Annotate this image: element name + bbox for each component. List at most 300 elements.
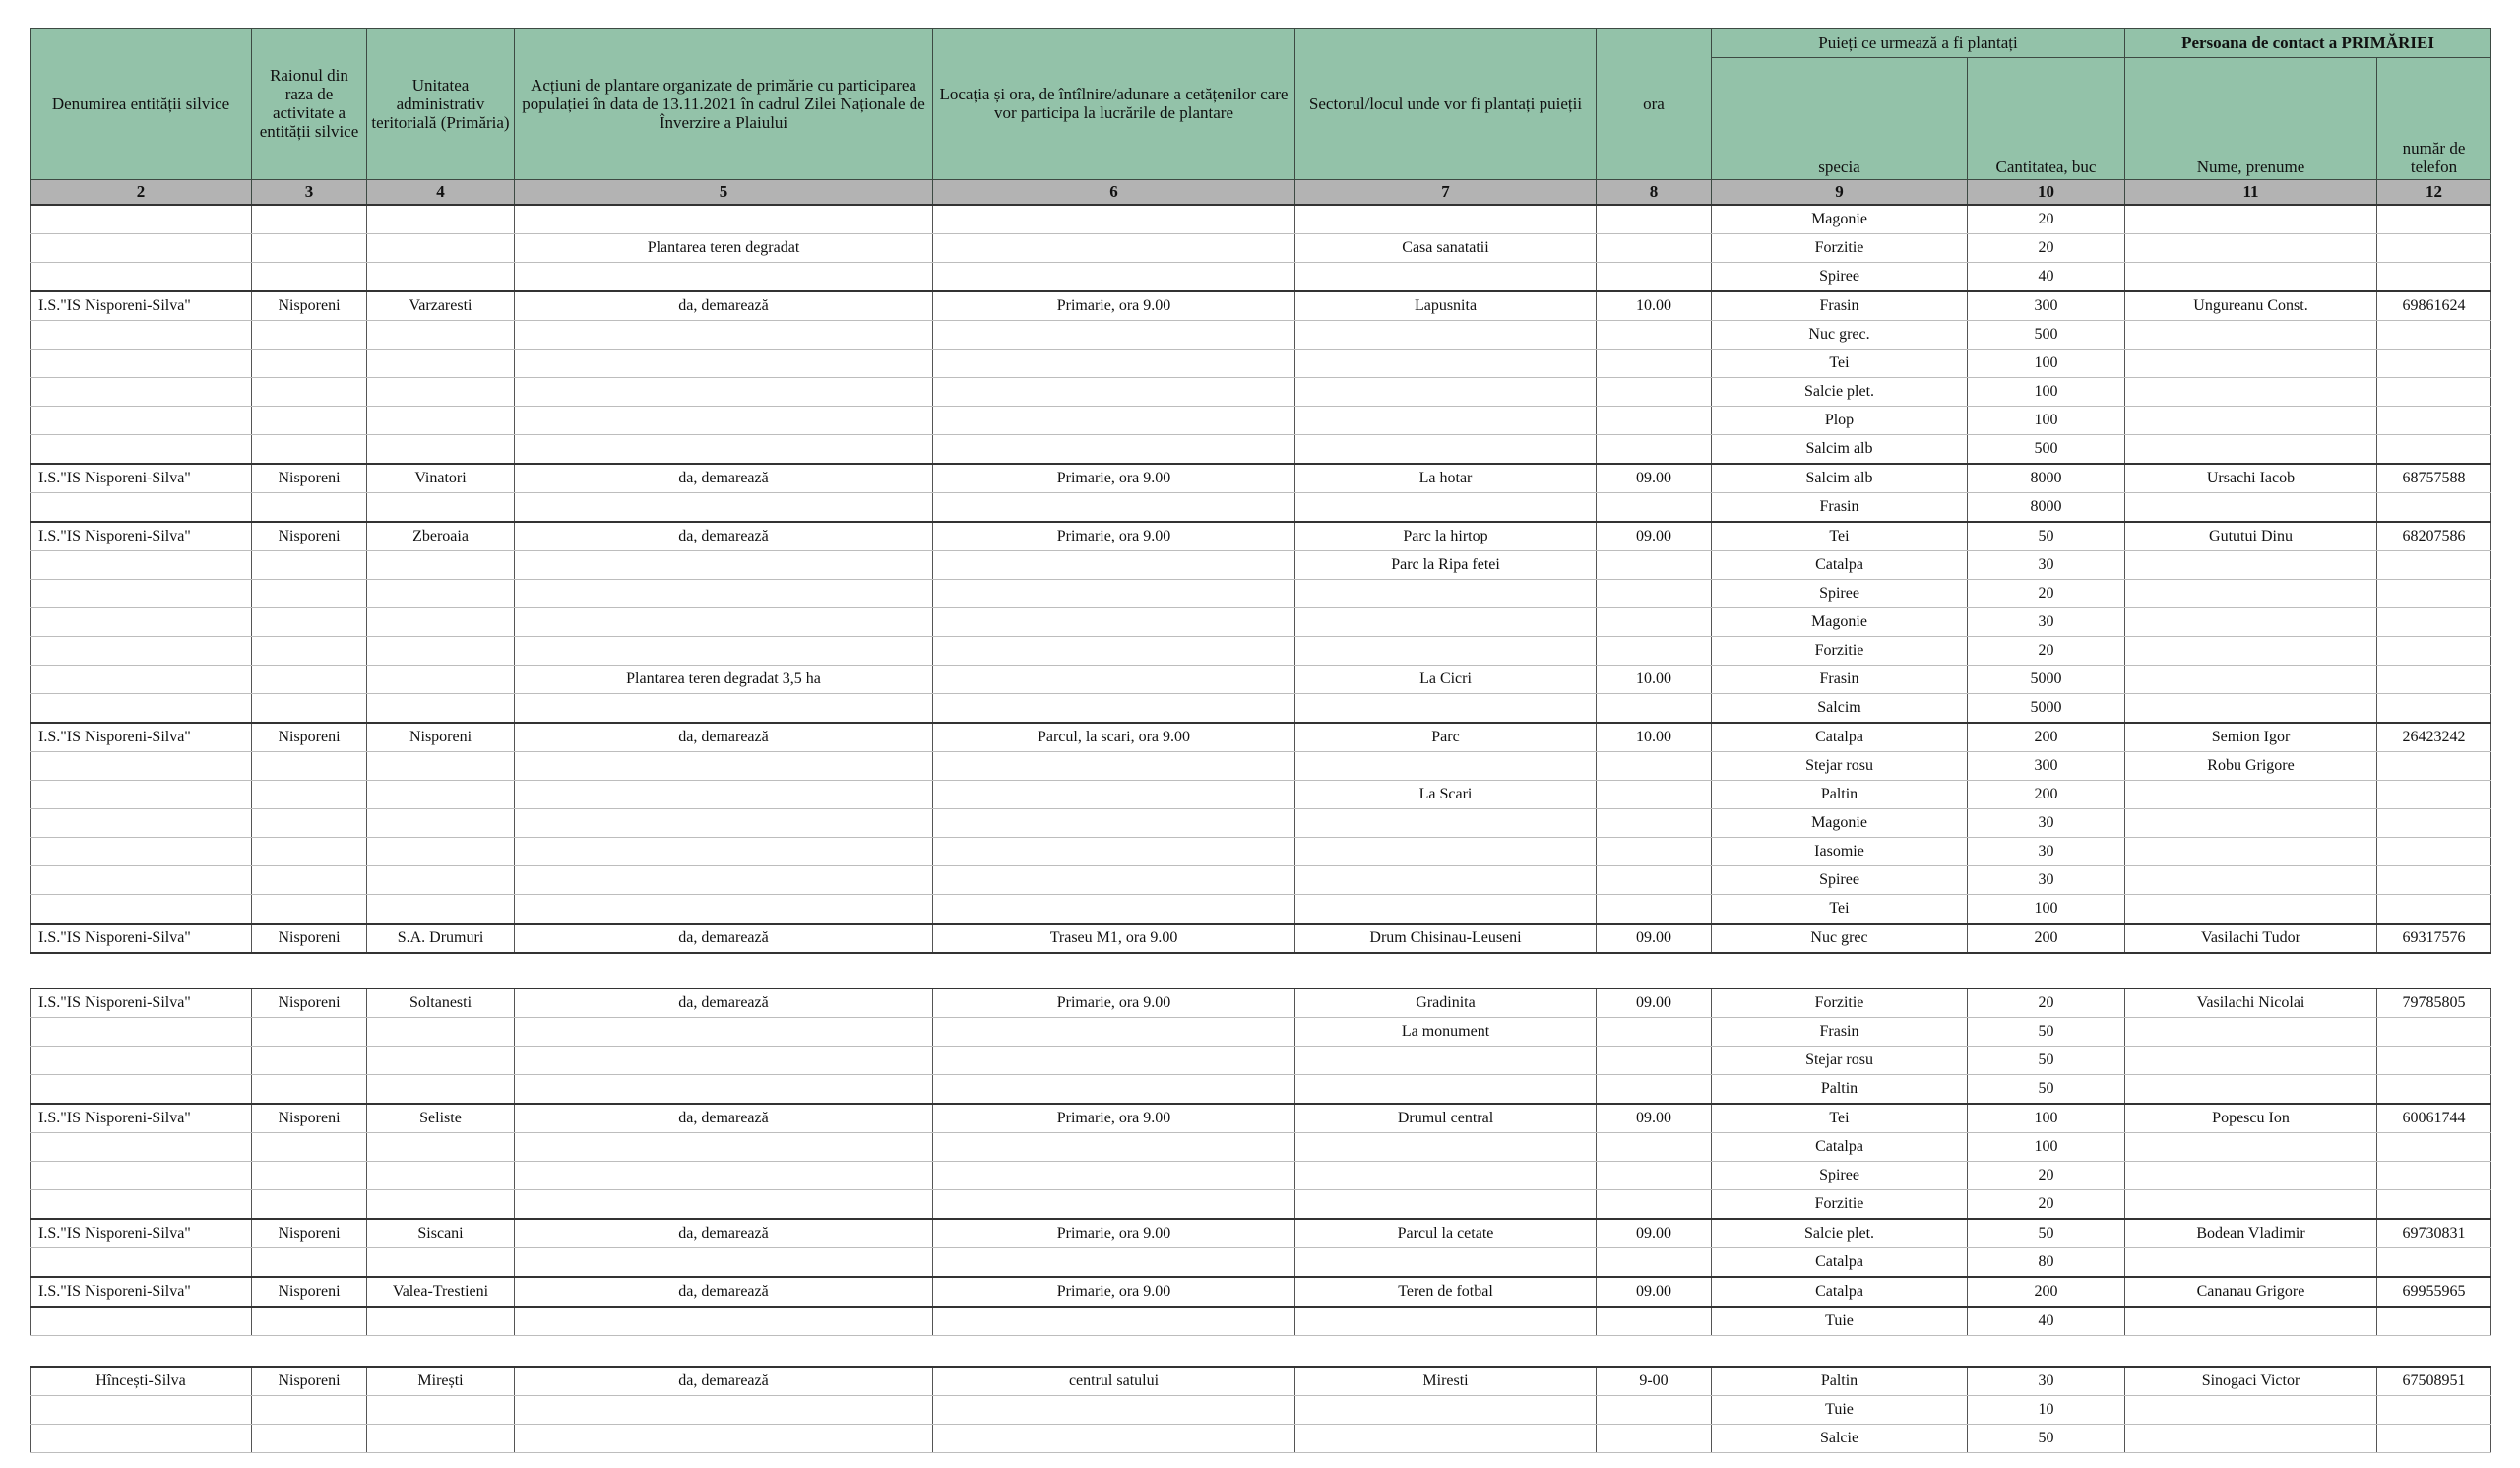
cell-nume: [2125, 838, 2377, 866]
cell-specia: Frasin: [1712, 1018, 1968, 1047]
row-spacer: [31, 953, 2491, 989]
cell-locatie: [933, 637, 1295, 666]
header-nume: Nume, prenume: [2125, 58, 2377, 180]
table-row: [31, 694, 2491, 724]
cell-entitate: [31, 435, 252, 465]
cell-specia: Tei: [1712, 895, 1968, 925]
table-row: [31, 234, 2491, 263]
cell-ora: [1597, 809, 1712, 838]
cell-ora: [1597, 1425, 1712, 1453]
cell-ora: [1597, 407, 1712, 435]
cell-nume: Vasilachi Nicolai: [2125, 989, 2377, 1018]
cell-raion: [252, 866, 367, 895]
cell-primaria: Mirești: [367, 1367, 515, 1396]
cell-raion: [252, 580, 367, 608]
cell-entitate: I.S."IS Nisporeni-Silva": [31, 1277, 252, 1307]
cell-nume: Sinogaci Victor: [2125, 1367, 2377, 1396]
cell-telefon: 67508951: [2377, 1367, 2491, 1396]
cell-sector: [1295, 1425, 1597, 1453]
cell-primaria: [367, 1425, 515, 1453]
cell-locatie: Primarie, ora 9.00: [933, 522, 1295, 551]
cell-specia: Catalpa: [1712, 1133, 1968, 1162]
cell-telefon: [2377, 1075, 2491, 1105]
cell-ora: 09.00: [1597, 989, 1712, 1018]
table-row: [31, 205, 2491, 234]
cell-telefon: [2377, 1162, 2491, 1190]
cell-specia: Tei: [1712, 1104, 1968, 1133]
cell-entitate: [31, 694, 252, 724]
cell-telefon: [2377, 608, 2491, 637]
cell-cantitatea: 30: [1968, 838, 2125, 866]
cell-cantitatea: 50: [1968, 1018, 2125, 1047]
cell-cantitatea: 10: [1968, 1396, 2125, 1425]
cell-cantitatea: 50: [1968, 1425, 2125, 1453]
cell-raion: [252, 350, 367, 378]
cell-actiune: [515, 1307, 933, 1336]
cell-specia: Tuie: [1712, 1396, 1968, 1425]
cell-actiune: [515, 321, 933, 350]
cell-sector: La monument: [1295, 1018, 1597, 1047]
column-number: 6: [933, 180, 1295, 206]
cell-cantitatea: 20: [1968, 989, 2125, 1018]
cell-telefon: [2377, 752, 2491, 781]
cell-actiune: [515, 838, 933, 866]
table-row: [31, 809, 2491, 838]
cell-nume: [2125, 1307, 2377, 1336]
cell-actiune: [515, 1047, 933, 1075]
cell-sector: [1295, 1133, 1597, 1162]
cell-raion: Nisporeni: [252, 522, 367, 551]
cell-raion: [252, 895, 367, 925]
cell-sector: [1295, 1248, 1597, 1278]
cell-nume: Ungureanu Const.: [2125, 291, 2377, 321]
cell-actiune: [515, 350, 933, 378]
cell-ora: 09.00: [1597, 924, 1712, 953]
cell-raion: [252, 321, 367, 350]
cell-locatie: [933, 493, 1295, 523]
cell-ora: [1597, 838, 1712, 866]
cell-ora: [1597, 493, 1712, 523]
cell-telefon: 68207586: [2377, 522, 2491, 551]
cell-sector: Casa sanatatii: [1295, 234, 1597, 263]
cell-raion: [252, 205, 367, 234]
cell-ora: 09.00: [1597, 464, 1712, 493]
cell-primaria: [367, 580, 515, 608]
cell-actiune: [515, 378, 933, 407]
cell-locatie: centrul satului: [933, 1367, 1295, 1396]
cell-ora: [1597, 895, 1712, 925]
cell-cantitatea: 100: [1968, 350, 2125, 378]
cell-specia: Catalpa: [1712, 723, 1968, 752]
table-row: [31, 464, 2491, 493]
cell-entitate: [31, 1248, 252, 1278]
cell-specia: Salcie: [1712, 1425, 1968, 1453]
header-cantitatea: Cantitatea, buc: [1968, 58, 2125, 180]
table-row: [31, 350, 2491, 378]
cell-telefon: 69955965: [2377, 1277, 2491, 1307]
cell-nume: Gututui Dinu: [2125, 522, 2377, 551]
cell-specia: Forzitie: [1712, 989, 1968, 1018]
cell-entitate: [31, 895, 252, 925]
table-row: [31, 1425, 2491, 1453]
table-row: [31, 1219, 2491, 1248]
cell-nume: [2125, 1190, 2377, 1220]
cell-raion: [252, 809, 367, 838]
cell-telefon: [2377, 1396, 2491, 1425]
cell-raion: [252, 493, 367, 523]
cell-entitate: I.S."IS Nisporeni-Silva": [31, 291, 252, 321]
table-row: [31, 378, 2491, 407]
cell-nume: [2125, 1396, 2377, 1425]
cell-nume: [2125, 608, 2377, 637]
cell-nume: Robu Grigore: [2125, 752, 2377, 781]
cell-sector: [1295, 752, 1597, 781]
cell-locatie: [933, 1018, 1295, 1047]
cell-cantitatea: 200: [1968, 924, 2125, 953]
column-number: 4: [367, 180, 515, 206]
cell-actiune: [515, 1133, 933, 1162]
cell-raion: [252, 1047, 367, 1075]
cell-telefon: [2377, 1190, 2491, 1220]
cell-ora: [1597, 321, 1712, 350]
cell-sector: Gradinita: [1295, 989, 1597, 1018]
cell-sector: [1295, 350, 1597, 378]
cell-specia: Iasomie: [1712, 838, 1968, 866]
cell-cantitatea: 30: [1968, 551, 2125, 580]
table-row: [31, 989, 2491, 1018]
cell-telefon: 26423242: [2377, 723, 2491, 752]
cell-raion: [252, 435, 367, 465]
cell-specia: Magonie: [1712, 205, 1968, 234]
cell-entitate: [31, 1425, 252, 1453]
cell-ora: [1597, 637, 1712, 666]
column-number: 11: [2125, 180, 2377, 206]
cell-entitate: [31, 752, 252, 781]
cell-raion: Nisporeni: [252, 989, 367, 1018]
cell-ora: [1597, 551, 1712, 580]
cell-nume: Semion Igor: [2125, 723, 2377, 752]
cell-entitate: [31, 666, 252, 694]
cell-locatie: [933, 1396, 1295, 1425]
cell-telefon: [2377, 321, 2491, 350]
cell-raion: [252, 263, 367, 292]
cell-sector: [1295, 263, 1597, 292]
table-row: [31, 666, 2491, 694]
table-row: [31, 435, 2491, 465]
cell-actiune: [515, 752, 933, 781]
cell-raion: Nisporeni: [252, 1277, 367, 1307]
cell-cantitatea: 500: [1968, 435, 2125, 465]
cell-entitate: I.S."IS Nisporeni-Silva": [31, 464, 252, 493]
cell-entitate: [31, 234, 252, 263]
cell-actiune: da, demarează: [515, 989, 933, 1018]
cell-actiune: [515, 809, 933, 838]
cell-cantitatea: 40: [1968, 263, 2125, 292]
header-specia: specia: [1712, 58, 1968, 180]
cell-cantitatea: 300: [1968, 291, 2125, 321]
cell-specia: Salcim alb: [1712, 464, 1968, 493]
cell-specia: Salcim alb: [1712, 435, 1968, 465]
column-number: 10: [1968, 180, 2125, 206]
cell-ora: [1597, 435, 1712, 465]
table-row: [31, 263, 2491, 292]
cell-raion: [252, 1075, 367, 1105]
cell-raion: [252, 1425, 367, 1453]
header-entitate: Denumirea entității silvice: [31, 29, 252, 180]
cell-raion: [252, 1307, 367, 1336]
cell-specia: Stejar rosu: [1712, 1047, 1968, 1075]
column-number: 9: [1712, 180, 1968, 206]
table-row: [31, 1248, 2491, 1278]
cell-actiune: [515, 781, 933, 809]
cell-primaria: [367, 205, 515, 234]
cell-locatie: [933, 895, 1295, 925]
cell-nume: [2125, 407, 2377, 435]
cell-locatie: Primarie, ora 9.00: [933, 464, 1295, 493]
cell-actiune: [515, 1190, 933, 1220]
row-spacer: [31, 1336, 2491, 1368]
cell-primaria: [367, 263, 515, 292]
cell-raion: Nisporeni: [252, 1104, 367, 1133]
cell-actiune: da, demarează: [515, 1104, 933, 1133]
cell-ora: [1597, 1047, 1712, 1075]
cell-ora: 9-00: [1597, 1367, 1712, 1396]
cell-locatie: Primarie, ora 9.00: [933, 1219, 1295, 1248]
cell-locatie: [933, 407, 1295, 435]
cell-primaria: [367, 838, 515, 866]
cell-raion: [252, 1018, 367, 1047]
cell-locatie: [933, 1133, 1295, 1162]
cell-specia: Spiree: [1712, 580, 1968, 608]
cell-sector: [1295, 866, 1597, 895]
cell-nume: [2125, 694, 2377, 724]
cell-ora: [1597, 350, 1712, 378]
cell-telefon: [2377, 781, 2491, 809]
cell-cantitatea: 50: [1968, 1219, 2125, 1248]
cell-entitate: I.S."IS Nisporeni-Silva": [31, 989, 252, 1018]
cell-actiune: da, demarează: [515, 464, 933, 493]
cell-primaria: [367, 1133, 515, 1162]
cell-locatie: Primarie, ora 9.00: [933, 1277, 1295, 1307]
cell-cantitatea: 8000: [1968, 464, 2125, 493]
cell-sector: Miresti: [1295, 1367, 1597, 1396]
column-number: 3: [252, 180, 367, 206]
cell-ora: 09.00: [1597, 1104, 1712, 1133]
cell-specia: Magonie: [1712, 809, 1968, 838]
header-group-contact: Persoana de contact a PRIMĂRIEI: [2125, 29, 2491, 58]
table-row: [31, 1307, 2491, 1336]
cell-actiune: [515, 580, 933, 608]
table-row: [31, 493, 2491, 523]
cell-cantitatea: 50: [1968, 1075, 2125, 1105]
cell-cantitatea: 30: [1968, 608, 2125, 637]
cell-entitate: [31, 378, 252, 407]
cell-actiune: [515, 407, 933, 435]
table-row: [31, 924, 2491, 953]
header-locatia: Locația și ora, de întîlnire/adunare a cetățenilor care vor participa la lucrările de plantare: [933, 29, 1295, 180]
table-row: [31, 321, 2491, 350]
cell-specia: Spiree: [1712, 263, 1968, 292]
cell-specia: Plop: [1712, 407, 1968, 435]
table-row: [31, 1396, 2491, 1425]
cell-telefon: 79785805: [2377, 989, 2491, 1018]
cell-entitate: [31, 866, 252, 895]
cell-ora: 10.00: [1597, 666, 1712, 694]
cell-entitate: [31, 321, 252, 350]
cell-cantitatea: 50: [1968, 522, 2125, 551]
cell-sector: [1295, 1190, 1597, 1220]
cell-specia: Tuie: [1712, 1307, 1968, 1336]
table-row: [31, 637, 2491, 666]
cell-primaria: [367, 493, 515, 523]
table-row: [31, 608, 2491, 637]
column-number: 7: [1295, 180, 1597, 206]
cell-telefon: [2377, 895, 2491, 925]
cell-primaria: [367, 551, 515, 580]
cell-specia: Salcie plet.: [1712, 378, 1968, 407]
cell-locatie: [933, 321, 1295, 350]
cell-entitate: I.S."IS Nisporeni-Silva": [31, 924, 252, 953]
cell-ora: 09.00: [1597, 1219, 1712, 1248]
cell-sector: Parc la hirtop: [1295, 522, 1597, 551]
cell-actiune: [515, 493, 933, 523]
cell-primaria: [367, 1047, 515, 1075]
cell-specia: Catalpa: [1712, 1277, 1968, 1307]
cell-primaria: Zberoaia: [367, 522, 515, 551]
cell-sector: [1295, 435, 1597, 465]
cell-nume: Cananau Grigore: [2125, 1277, 2377, 1307]
cell-sector: Teren de fotbal: [1295, 1277, 1597, 1307]
cell-sector: Parcul la cetate: [1295, 1219, 1597, 1248]
cell-raion: [252, 1396, 367, 1425]
cell-entitate: [31, 637, 252, 666]
cell-nume: [2125, 1075, 2377, 1105]
table-row: [31, 291, 2491, 321]
table-row: [31, 953, 2491, 989]
cell-specia: Catalpa: [1712, 1248, 1968, 1278]
cell-cantitatea: 100: [1968, 407, 2125, 435]
cell-ora: [1597, 1133, 1712, 1162]
cell-ora: [1597, 1018, 1712, 1047]
cell-locatie: [933, 1307, 1295, 1336]
cell-specia: Spiree: [1712, 866, 1968, 895]
cell-cantitatea: 200: [1968, 1277, 2125, 1307]
cell-nume: [2125, 895, 2377, 925]
cell-entitate: [31, 809, 252, 838]
cell-nume: [2125, 1047, 2377, 1075]
cell-entitate: [31, 1162, 252, 1190]
cell-specia: Forzitie: [1712, 1190, 1968, 1220]
cell-primaria: [367, 752, 515, 781]
table-row: [31, 838, 2491, 866]
cell-cantitatea: 40: [1968, 1307, 2125, 1336]
cell-primaria: [367, 666, 515, 694]
cell-locatie: [933, 435, 1295, 465]
table-row: [31, 752, 2491, 781]
cell-telefon: [2377, 809, 2491, 838]
cell-actiune: da, demarează: [515, 723, 933, 752]
cell-ora: [1597, 1075, 1712, 1105]
cell-telefon: 69317576: [2377, 924, 2491, 953]
cell-ora: [1597, 781, 1712, 809]
cell-telefon: [2377, 1307, 2491, 1336]
cell-entitate: Hîncești-Silva: [31, 1367, 252, 1396]
cell-locatie: [933, 1425, 1295, 1453]
header-group-puieti: Puieți ce urmează a fi plantați: [1712, 29, 2125, 58]
cell-locatie: Primarie, ora 9.00: [933, 989, 1295, 1018]
table-row: [31, 551, 2491, 580]
cell-cantitatea: 200: [1968, 723, 2125, 752]
cell-cantitatea: 30: [1968, 1367, 2125, 1396]
column-number: 8: [1597, 180, 1712, 206]
table-row: [31, 895, 2491, 925]
cell-locatie: [933, 205, 1295, 234]
cell-telefon: [2377, 1425, 2491, 1453]
cell-primaria: [367, 781, 515, 809]
cell-specia: Forzitie: [1712, 637, 1968, 666]
header-telefon: număr de telefon: [2377, 58, 2491, 180]
cell-raion: [252, 1190, 367, 1220]
cell-primaria: [367, 1248, 515, 1278]
column-number: 5: [515, 180, 933, 206]
cell-ora: 09.00: [1597, 1277, 1712, 1307]
cell-actiune: da, demarează: [515, 1367, 933, 1396]
cell-nume: [2125, 263, 2377, 292]
cell-cantitatea: 500: [1968, 321, 2125, 350]
table-row: [31, 1277, 2491, 1307]
cell-cantitatea: 100: [1968, 895, 2125, 925]
cell-raion: [252, 1133, 367, 1162]
cell-actiune: [515, 637, 933, 666]
cell-telefon: [2377, 350, 2491, 378]
cell-sector: [1295, 608, 1597, 637]
cell-primaria: [367, 435, 515, 465]
cell-sector: [1295, 378, 1597, 407]
cell-ora: [1597, 694, 1712, 724]
cell-specia: Salcie plet.: [1712, 1219, 1968, 1248]
cell-primaria: Varzaresti: [367, 291, 515, 321]
cell-actiune: [515, 205, 933, 234]
cell-telefon: 69730831: [2377, 1219, 2491, 1248]
cell-entitate: [31, 1075, 252, 1105]
table-row: [31, 522, 2491, 551]
cell-raion: [252, 234, 367, 263]
cell-entitate: I.S."IS Nisporeni-Silva": [31, 1219, 252, 1248]
cell-telefon: [2377, 263, 2491, 292]
column-number: 2: [31, 180, 252, 206]
cell-primaria: [367, 1396, 515, 1425]
cell-nume: [2125, 1018, 2377, 1047]
cell-raion: Nisporeni: [252, 464, 367, 493]
cell-cantitatea: 20: [1968, 1162, 2125, 1190]
cell-entitate: [31, 407, 252, 435]
cell-entitate: [31, 1018, 252, 1047]
cell-cantitatea: 100: [1968, 378, 2125, 407]
header-raion: Raionul din raza de activitate a entității silvice: [252, 29, 367, 180]
cell-locatie: [933, 263, 1295, 292]
cell-ora: [1597, 1307, 1712, 1336]
cell-telefon: [2377, 435, 2491, 465]
cell-locatie: [933, 608, 1295, 637]
cell-nume: [2125, 637, 2377, 666]
cell-actiune: [515, 895, 933, 925]
cell-raion: [252, 378, 367, 407]
cell-locatie: Traseu M1, ora 9.00: [933, 924, 1295, 953]
cell-nume: Bodean Vladimir: [2125, 1219, 2377, 1248]
cell-nume: [2125, 321, 2377, 350]
cell-entitate: [31, 1396, 252, 1425]
cell-entitate: [31, 1133, 252, 1162]
